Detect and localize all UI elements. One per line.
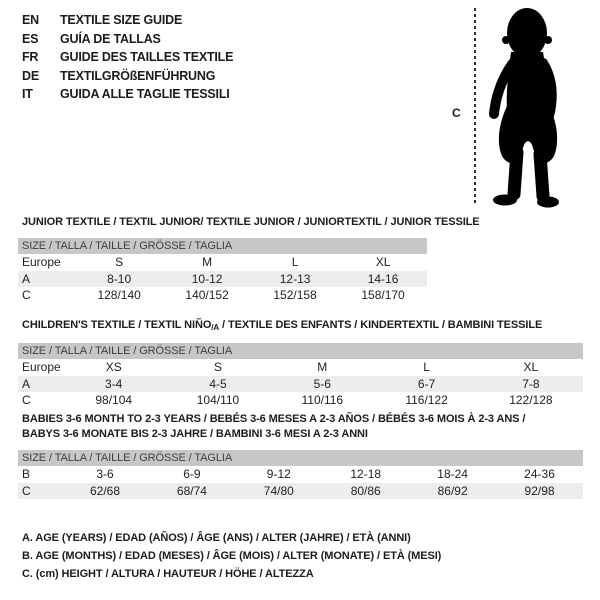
size-value-cell: 110/116 — [301, 393, 344, 407]
table-row — [18, 466, 583, 483]
size-table — [18, 343, 583, 409]
table-row — [18, 483, 583, 500]
table-row — [18, 376, 583, 393]
table-header-size: SIZE / TALLA / TAILLE / GRÖSSE / TAGLIA — [18, 238, 427, 254]
size-value-cell: 4-5 — [209, 376, 227, 391]
language-title: TEXTILE SIZE GUIDE — [60, 13, 183, 27]
size-value-cell: 62/68 — [89, 483, 121, 498]
table-header-size: SIZE / TALLA / TAILLE / GRÖSSE / TAGLIA — [18, 343, 583, 359]
section-childrens-textile — [18, 318, 583, 409]
table-row — [18, 359, 583, 376]
size-value-cell: 128/140 — [97, 288, 141, 302]
size-value-cell: 18-24 — [437, 467, 468, 481]
section-title-text: / TEXTILE DES ENFANTS / KINDERTEXTIL / BAMBINI TESSILE — [219, 319, 543, 331]
section-title — [18, 215, 480, 230]
language-list — [22, 11, 233, 104]
size-value-cell: 14-16 — [367, 271, 399, 286]
language-row-it — [22, 85, 233, 104]
size-value-cell: 24-36 — [524, 467, 555, 481]
section-title — [18, 412, 583, 442]
row-label: A — [22, 376, 31, 391]
language-title: GUIDA ALLE TAGLIE TESSILI — [60, 87, 230, 101]
language-row-en — [22, 11, 233, 30]
row-label: C — [22, 288, 31, 302]
section-title-text: /A — [211, 323, 220, 332]
size-value-cell: M — [202, 255, 213, 269]
table-row — [18, 271, 427, 288]
section-title-text: JUNIOR TEXTILE / TEXTIL JUNIOR/ TEXTILE JUNIOR / JUNIORTEXTIL / JUNIOR TESSILE — [22, 216, 480, 228]
language-row-es — [22, 30, 233, 49]
section-title-text: CHILDREN'S TEXTILE / TEXTIL NIÑO — [22, 319, 212, 331]
size-value-cell: 140/152 — [185, 288, 229, 302]
size-value-cell: XS — [105, 360, 122, 374]
language-code: FR — [22, 50, 39, 64]
language-code: IT — [22, 87, 33, 101]
size-value-cell: M — [317, 360, 328, 374]
size-value-cell: 6-9 — [183, 467, 201, 481]
row-label: C — [22, 483, 31, 498]
language-code: ES — [22, 31, 39, 46]
row-label: Europe — [22, 360, 61, 374]
size-value-cell: 10-12 — [191, 271, 223, 286]
size-value-cell: 5-6 — [313, 376, 331, 391]
height-measure-label: C — [452, 106, 461, 120]
baby-silhouette-icon — [481, 6, 581, 208]
size-value-cell: 116/122 — [405, 393, 448, 407]
language-code: DE — [22, 68, 39, 83]
size-value-cell: 3-4 — [105, 376, 123, 391]
size-value-cell: 68/74 — [176, 483, 207, 498]
table-row — [18, 287, 427, 304]
row-label: A — [22, 271, 31, 286]
size-value-cell: 74/80 — [263, 483, 294, 498]
size-value-cell: 8-10 — [107, 271, 132, 286]
size-value-cell: XL — [523, 360, 539, 374]
size-value-cell: 92/98 — [524, 483, 555, 498]
language-code: EN — [22, 13, 39, 27]
row-label: Europe — [22, 255, 61, 269]
language-title: TEXTILGRÖßENFÜHRUNG — [60, 68, 216, 83]
size-value-cell: 152/158 — [273, 288, 317, 302]
size-value-cell: 3-6 — [96, 467, 114, 481]
table-row — [18, 392, 583, 409]
table-row — [18, 254, 427, 271]
size-value-cell: 12-13 — [279, 271, 311, 286]
size-table — [18, 238, 427, 304]
size-value-cell: 12-18 — [350, 467, 382, 481]
section-junior-textile — [18, 215, 480, 304]
note-age-years: A. AGE (YEARS) / EDAD (AÑOS) / ÂGE (ANS) / ALTER (JAHRE) / ETÀ (ANNI) — [22, 532, 411, 544]
section-babies-textile — [18, 412, 583, 499]
section-title-text: BABIES 3-6 MONTH TO 2-3 YEARS / BEBÉS 3-6 MESES A 2-3 AÑOS / BÉBÉS 3-6 MOIS À 2-3 ANS / — [22, 413, 526, 425]
size-value-cell: 158/170 — [361, 288, 405, 302]
size-value-cell: 104/110 — [196, 393, 240, 407]
size-value-cell: L — [291, 255, 299, 269]
height-dashed-line — [474, 8, 476, 206]
language-title: GUÍA DE TALLAS — [60, 31, 161, 46]
row-label: B — [22, 467, 31, 481]
note-age-months: B. AGE (MONTHS) / EDAD (MESES) / ÂGE (MOIS) / ALTER (MONATE) / ETÀ (MESI) — [22, 550, 442, 562]
section-title — [18, 318, 583, 335]
section-title-text: BABYS 3-6 MONATE BIS 2-3 JAHRE / BAMBINI 3-6 MESI A 2-3 ANNI — [22, 428, 368, 440]
language-row-fr — [22, 48, 233, 67]
size-value-cell: 80/86 — [350, 483, 381, 498]
size-value-cell: 7-8 — [522, 376, 540, 391]
row-label: C — [22, 393, 31, 407]
language-title: GUIDE DES TAILLES TEXTILE — [60, 50, 234, 64]
size-value-cell: S — [213, 360, 222, 374]
note-height: C. (cm) HEIGHT / ALTURA / HAUTEUR / HÖHE / ALTEZZA — [22, 568, 314, 580]
language-row-de — [22, 67, 233, 86]
size-value-cell: XL — [375, 255, 391, 269]
size-value-cell: L — [423, 360, 430, 374]
size-value-cell: 86/92 — [437, 483, 468, 498]
table-header-size: SIZE / TALLA / TAILLE / GRÖSSE / TAGLIA — [18, 450, 583, 466]
size-value-cell: 6-7 — [417, 376, 436, 391]
legend-notes — [22, 529, 441, 583]
size-value-cell: 122/128 — [509, 393, 553, 407]
size-value-cell: 9-12 — [266, 467, 291, 481]
size-value-cell: 98/104 — [95, 393, 133, 407]
size-table — [18, 450, 583, 499]
size-value-cell: S — [115, 255, 124, 269]
